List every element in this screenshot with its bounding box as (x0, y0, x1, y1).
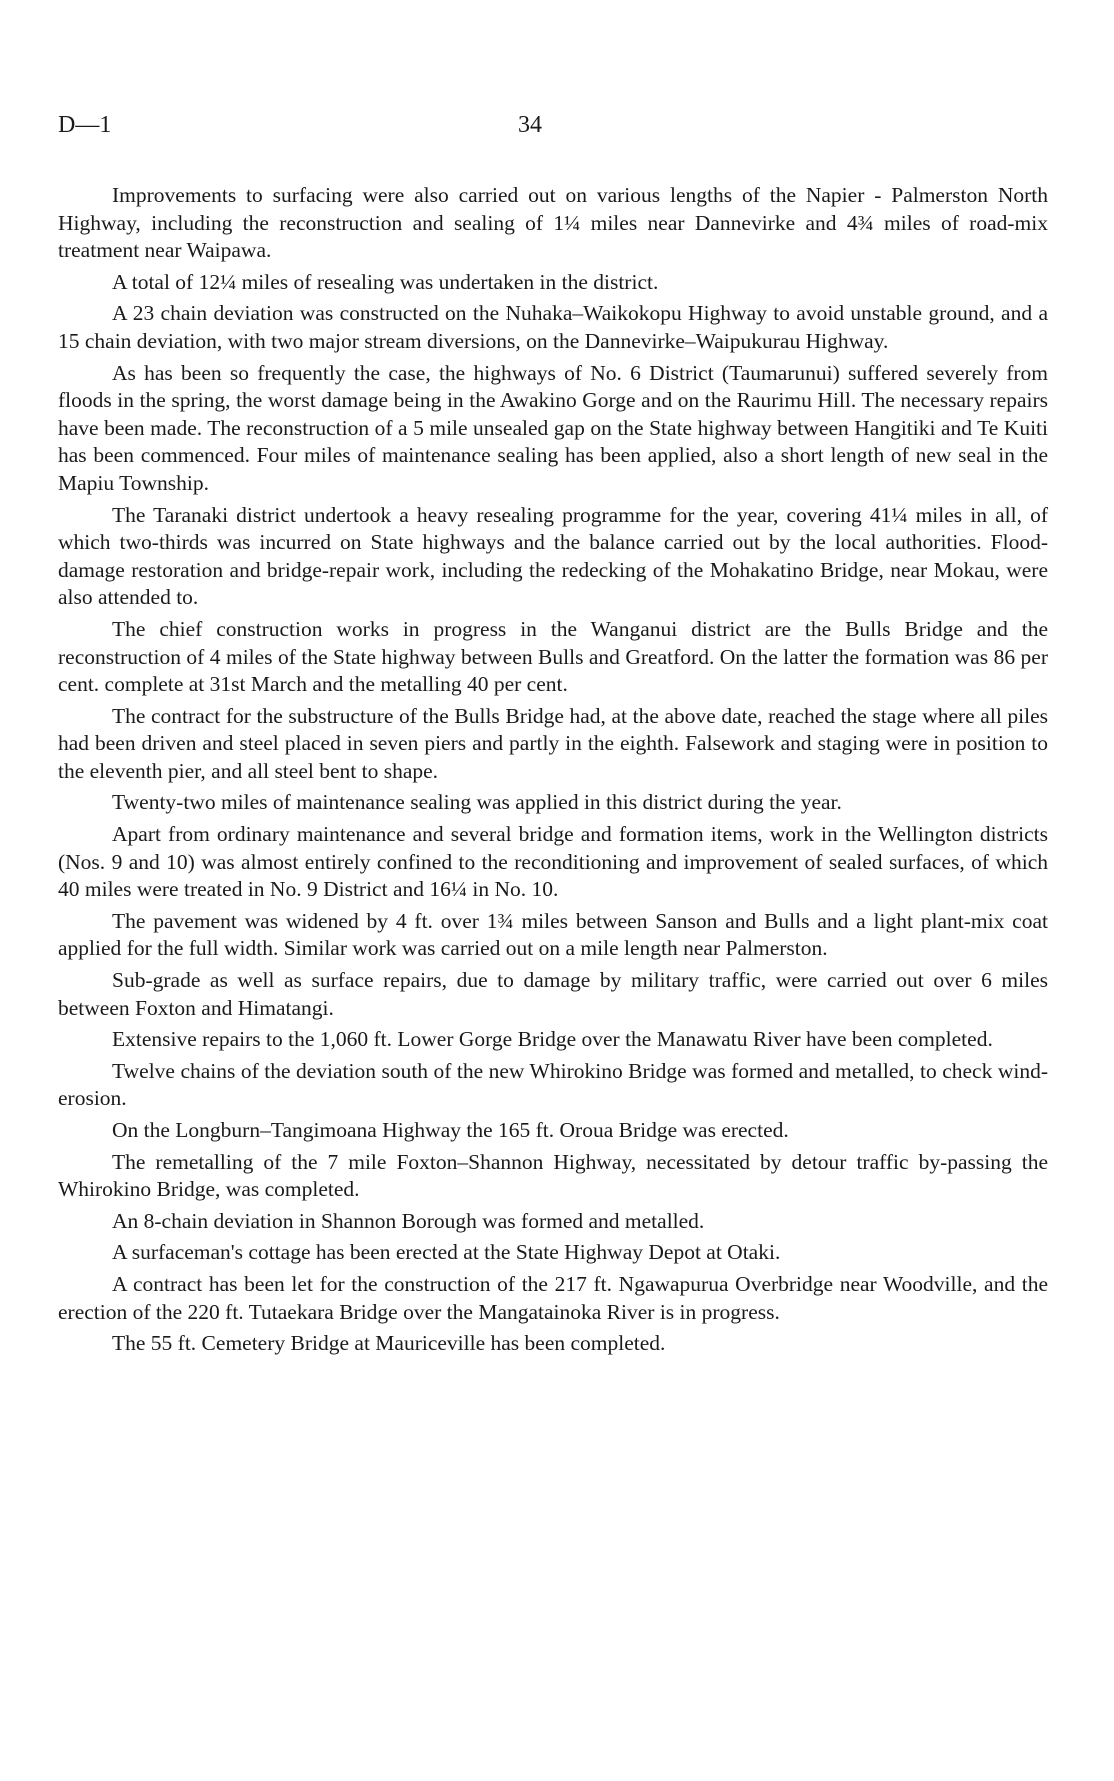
paragraph: The pavement was widened by 4 ft. over 1¾ miles between Sanson and Bulls and a light plant-mix coat applied for the full width. Similar work was carried out on a mile length near Palmerston. (58, 908, 1048, 961)
paragraph: The 55 ft. Cemetery Bridge at Mauriceville has been completed. (112, 1331, 666, 1356)
paragraph: As has been so frequently the case, the highways of No. 6 District (Taumarunui) suffered severely from floods in the spring, the worst damage being in the Awakino Gorge and on the Raurimu Hill. The necessary repairs have been made. The reconstruction of a 5 mile unsealed gap on the State highway between Hangitiki and Te Kuiti has been commenced. Four miles of maintenance sealing has been applied, also a short length of new seal in the Mapiu Township. (58, 360, 1048, 495)
paragraph: A surfaceman's cottage has been erected at the State Highway Depot at Otaki. (112, 1240, 781, 1265)
paragraph: A contract has been let for the construction of the 217 ft. Ngawapurua Overbridge near Woodville, and the erection of the 220 ft. Tutaekara Bridge over the Mangatainoka River is in progress. (58, 1271, 1048, 1324)
paragraph: Extensive repairs to the 1,060 ft. Lower Gorge Bridge over the Manawatu River have been completed. (112, 1027, 993, 1052)
paragraph: Twenty-two miles of maintenance sealing was applied in this district during the year. (112, 790, 842, 815)
paragraph: Sub-grade as well as surface repairs, due to damage by military traffic, were carried out over 6 miles between Foxton and Himatangi. (58, 968, 1048, 1020)
paragraph: The remetalling of the 7 mile Foxton–Shannon Highway, necessitated by detour traffic by-passing the Whirokino Bridge, was completed. (58, 1149, 1048, 1202)
paragraph: The Taranaki district undertook a heavy resealing programme for the year, covering 41¼ miles in all, of which two-thirds was incurred on State highways and the balance carried out by the local authorities. Flood-damage restoration and bridge-repair work, including the redecking of the Mohakatino Bridge, near Mokau, were also attended to. (58, 502, 1048, 610)
paragraph: The contract for the substructure of the Bulls Bridge had, at the above date, reached the stage where all piles had been driven and steel placed in seven piers and partly in the eighth. Falsework and staging were in position to the eleventh pier, and all steel bent to shape. (58, 703, 1048, 783)
paragraph: Apart from ordinary maintenance and several bridge and formation items, work in the Wellington districts (Nos. 9 and 10) was almost entirely confined to the reconditioning and improvement of sealed surfaces, of which 40 miles were treated in No. 9 District and 16¼ in No. 10. (58, 822, 1048, 902)
page-header (58, 112, 1048, 148)
paragraph: An 8-chain deviation in Shannon Borough was formed and metalled. (112, 1208, 705, 1233)
paragraph: The chief construction works in progress in the Wanganui district are the Bulls Bridge and the reconstruction of 4 miles of the State highway between Bulls and Greatford. On the latter the formation was 86 per cent. complete at 31st March and the metalling 40 per cent. (58, 616, 1048, 697)
paragraph: Twelve chains of the deviation south of the new Whirokino Bridge was formed and metalled, to check wind-erosion. (58, 1058, 1048, 1111)
paragraph: On the Longburn–Tangimoana Highway the 165 ft. Oroua Bridge was erected. (112, 1118, 789, 1142)
paragraph: Improvements to surfacing were also carried out on various lengths of the Napier - Palmerston North Highway, including the reconstruction and sealing of 1¼ miles near Dannevirke and 4¾ miles of road-mix treatment near Waipawa. (58, 183, 1048, 263)
document-id: D—1 (58, 112, 112, 138)
page-number: 34 (518, 112, 542, 138)
body-text (58, 182, 1048, 1362)
paragraph: A 23 chain deviation was constructed on the Nuhaka–Waikokopu Highway to avoid unstable ground, and a 15 chain deviation, with two major stream diversions, on the Dannevirke–Waipukurau Highway. (58, 301, 1048, 353)
paragraph: A total of 12¼ miles of resealing was undertaken in the district. (112, 269, 659, 294)
